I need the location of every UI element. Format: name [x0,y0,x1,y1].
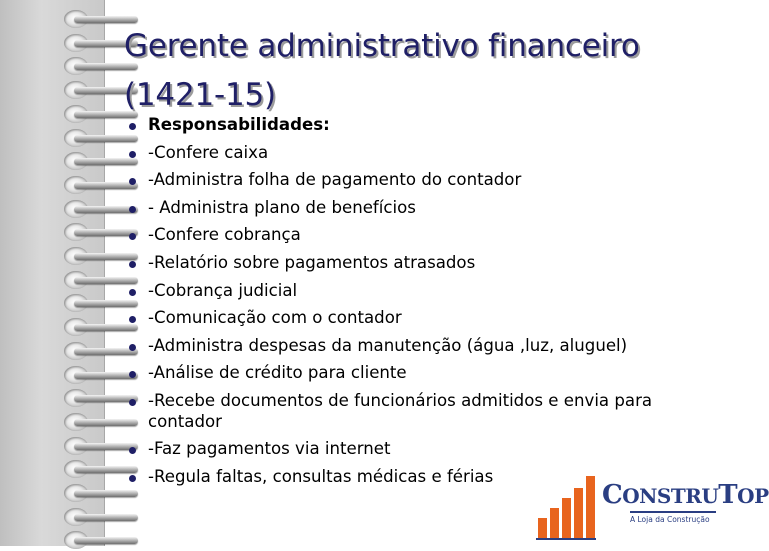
bullet-item [126,391,706,432]
bullet-dot-icon [129,261,136,268]
bullet-item [126,281,706,302]
logo-tagline: A Loja da Construção [630,515,710,524]
bullet-item [126,115,706,136]
bullet-text: -Administra despesas da manutenção (água ,luz, aluguel) [148,335,628,355]
bullet-dot-icon [129,316,136,323]
bullet-text: -Confere caixa [148,142,269,162]
bullet-text: -Faz pagamentos via internet [148,439,391,459]
binder-ring [64,506,142,528]
binder-ring [64,529,142,551]
bullet-dot-icon [129,447,136,454]
construtop-logo [530,468,769,544]
bullet-text: -Administra folha de pagamento do contador [148,170,522,190]
ring-wire [74,514,138,521]
bullet-list [126,115,706,494]
bullet-item [126,363,706,384]
bullet-text: -Cobrança judicial [148,280,298,300]
bullet-text: -Análise de crédito para cliente [148,363,407,383]
bullet-text: - Administra plano de benefícios [148,197,416,217]
bullet-dot-icon [129,344,136,351]
slide-title: Gerente administrativo financeiro (1421-15) [124,28,640,113]
bullet-text: -Relatório sobre pagamentos atrasados [148,252,476,272]
logo-brand-mid: ONSTRU [622,484,719,508]
bullet-dot-icon [129,123,136,130]
bullet-dot-icon [129,475,136,482]
bullet-item [126,225,706,246]
bullet-text: -Recebe documentos de funcionários admitidos e envia para contador [148,390,653,431]
bullet-item [126,439,706,460]
logo-brand [602,480,769,510]
bullet-item [126,336,706,357]
bullet-dot-icon [129,233,136,240]
bullet-text: -Regula faltas, consultas médicas e férias [148,466,494,486]
bullet-item [126,170,706,191]
logo-brand-suffix: OP [737,484,769,508]
bullet-dot-icon [129,206,136,213]
bullet-dot-icon [129,178,136,185]
bullet-item [126,308,706,329]
logo-brand-t: T [718,480,738,510]
logo-brand-c: C [602,480,623,510]
bullet-text: Responsabilidades: [148,115,330,134]
bullet-item [126,143,706,164]
bullet-dot-icon [129,151,136,158]
bullet-dot-icon [129,371,136,378]
bullet-text: -Comunicação com o contador [148,308,402,328]
logo-bars-icon [536,472,596,540]
logo-underline [630,511,716,513]
bullet-text: -Confere cobrança [148,225,301,245]
bullet-item [126,253,706,274]
bullet-item [126,198,706,219]
bullet-dot-icon [129,289,136,296]
bullet-dot-icon [129,399,136,406]
ring-wire [74,537,138,544]
